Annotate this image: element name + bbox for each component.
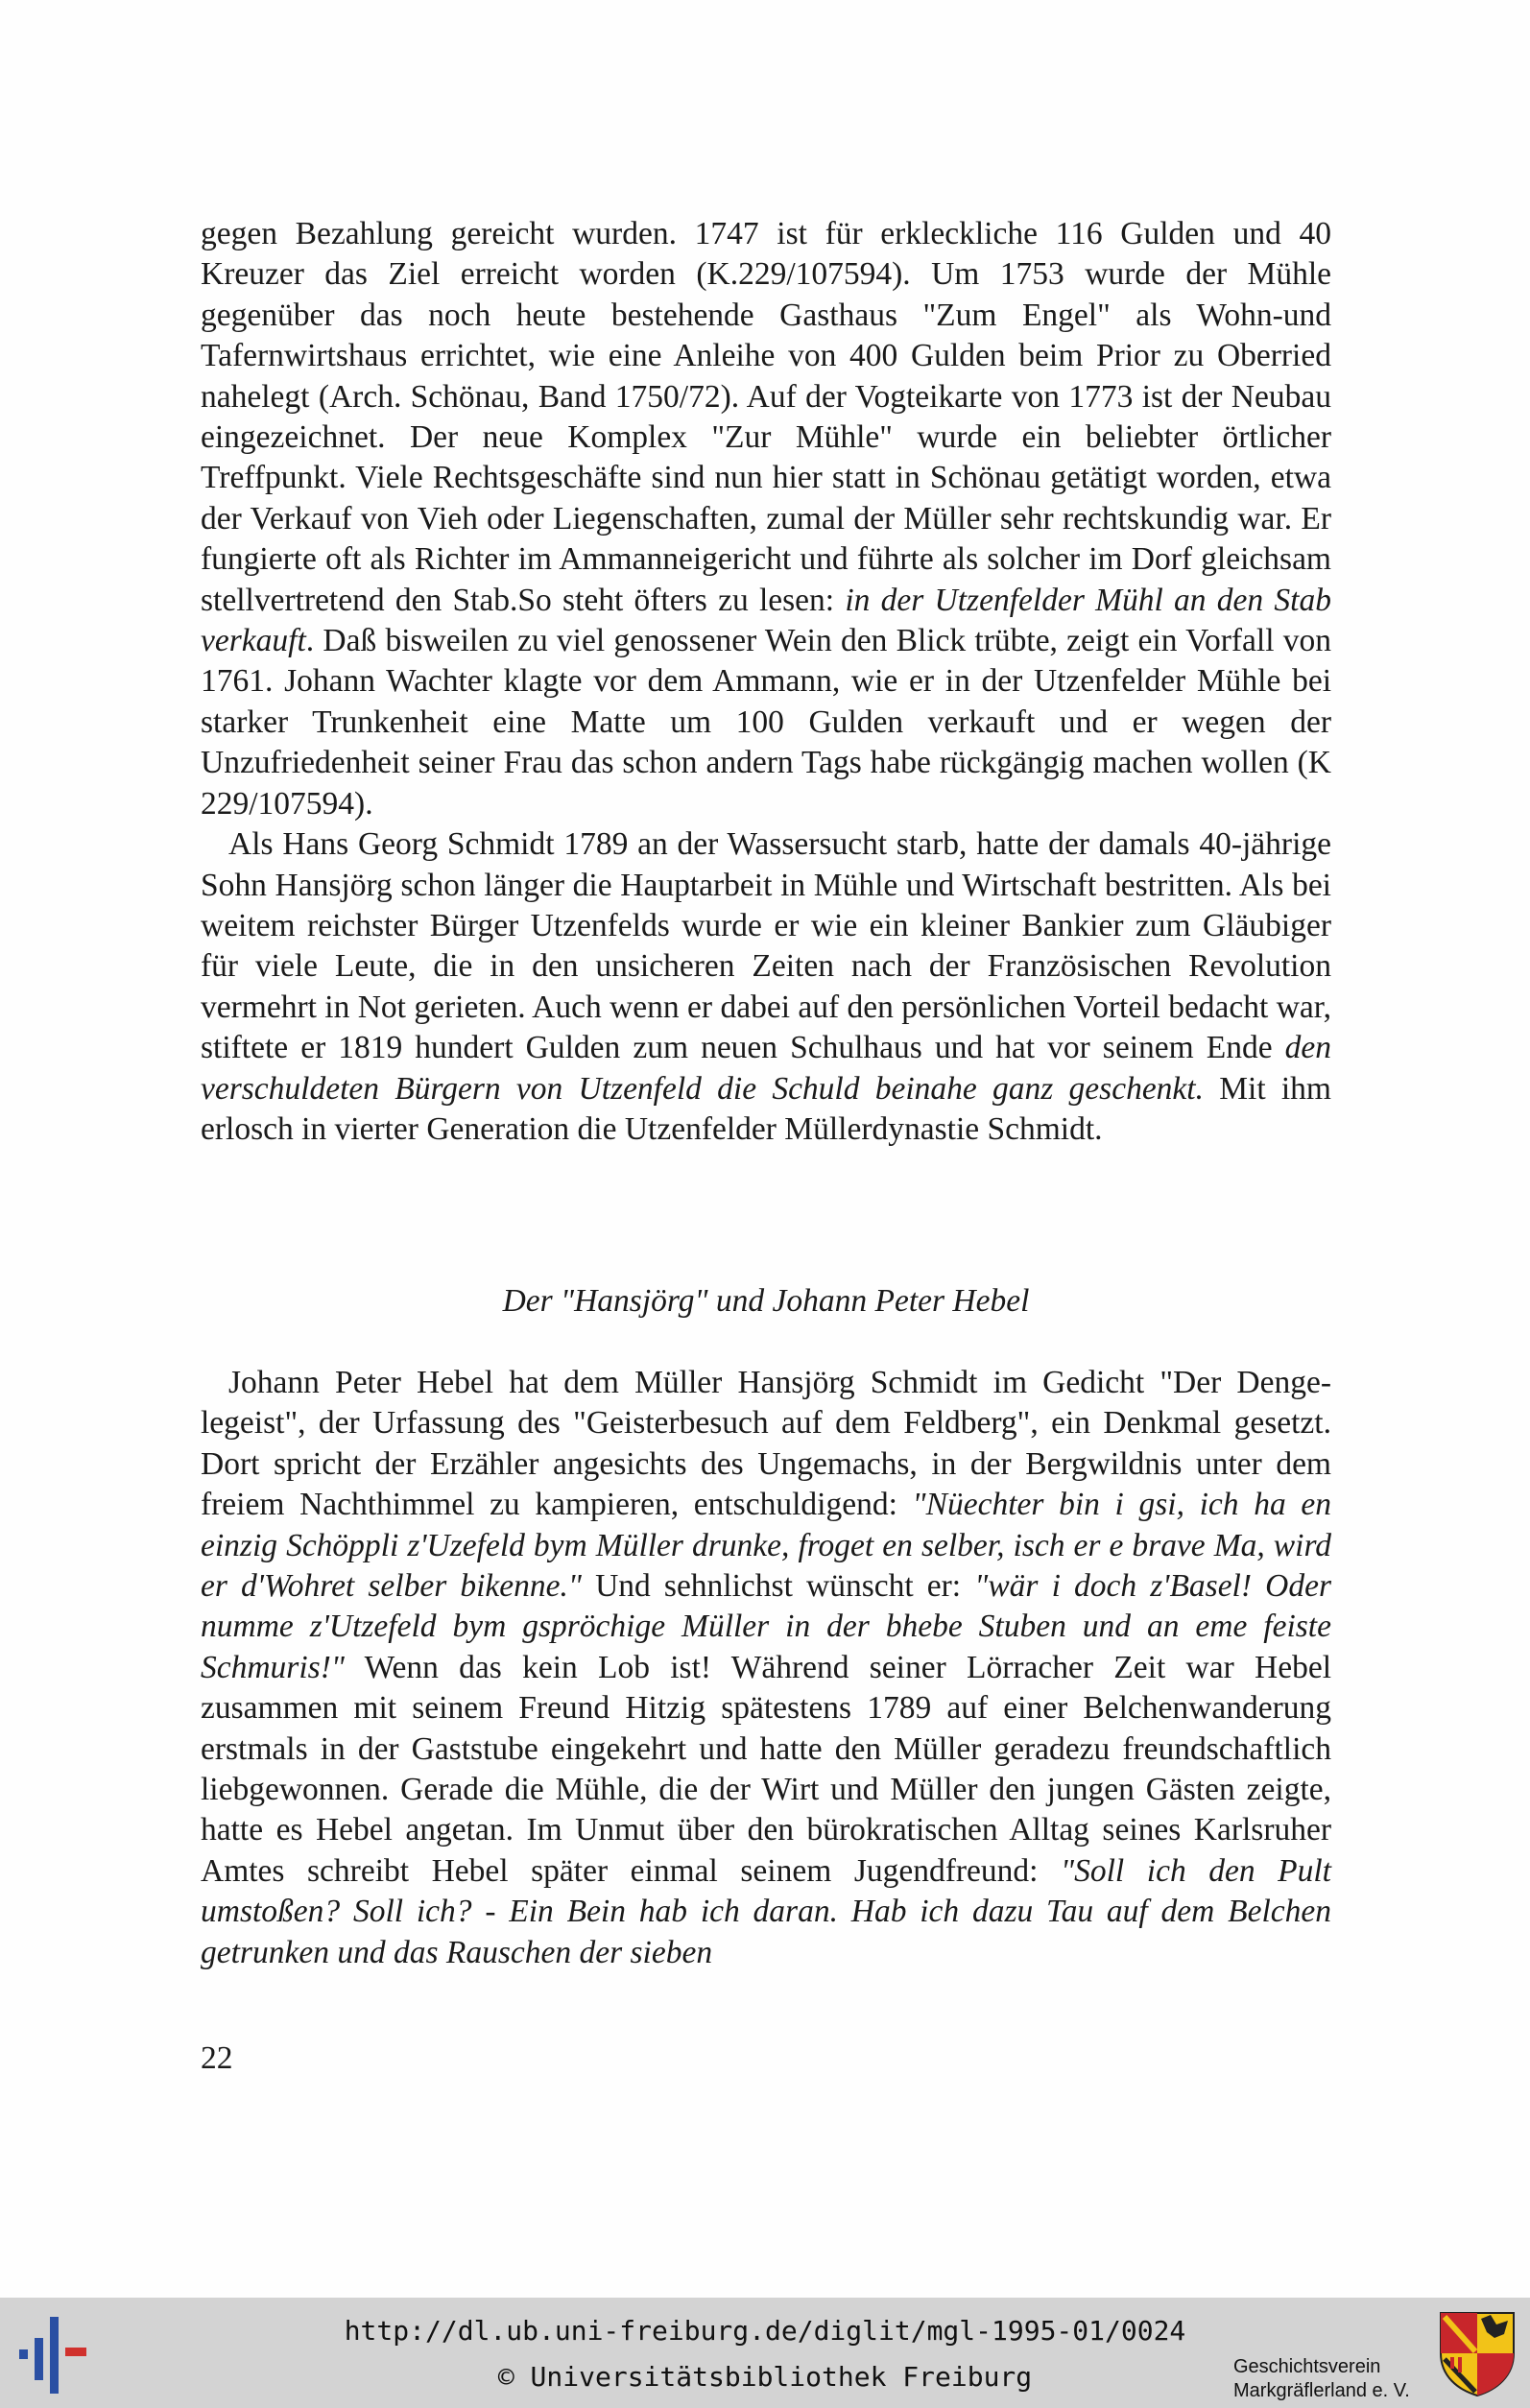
section-heading: Der "Hansjörg" und Johann Peter Hebel bbox=[502, 1283, 1030, 1319]
society-name bbox=[1233, 2355, 1435, 2403]
italic-quote: "Soll ich den Pult umstoßen? Soll ich? - Ein Bein hab ich daran. Hab ich dazu Tau auf dem Belchen getrunken und das Rauschen der sieben bbox=[201, 1852, 1331, 1970]
body-text-section-1 bbox=[201, 214, 1331, 1150]
coat-of-arms-icon bbox=[1437, 2309, 1518, 2397]
text-run: Und sehnlichst wünscht er: bbox=[581, 1568, 975, 1605]
text-run: Als Hans Georg Schmidt 1789 an der Wassersucht starb, hatte der damals 40-jährige Sohn Hansjörg schon länger die Hauptarbeit in Mühle und Wirtschaft bestritten. Als bei weitem reichster Bürger Utzenfelds wurde er wie ein kleiner Bankier zum Gläubiger für viele Leute, die in den unsicheren Zeiten nach der Französischen Revolution vermehrt in Not gerieten. Auch wenn er dabei auf den persönlichen Vorteil bedacht war, stiftete er 1819 hundert Gulden zum neuen Schulhaus und hat vor seinem Ende bbox=[201, 826, 1331, 1066]
society-name-line-2: Markgräflerland e. V. bbox=[1233, 2380, 1410, 2401]
italic-quote: "wär i doch z'Basel! Oder numme z'Utzefeld bym gspröchige Müller in der bhebe Stuben und an eme feiste Schmuris!" bbox=[201, 1568, 1331, 1685]
body-text-section-2 bbox=[201, 1363, 1331, 1973]
text-run: . Daß bisweilen zu viel genossener Wein den Blick trübte, zeigt ein Vorfall von 1761. Johann Wachter klagte vor dem Ammann, wie er in der Utzenfelder Mühle bei starker Trunkenheit eine Matte um 100 Gulden verkauft und er wegen der Unzufriedenheit seiner Frau das schon andern Tags habe rückgängig machen wollen (K 229/107594). bbox=[201, 623, 1331, 822]
copyright-notice: © Universitätsbibliothek Freiburg bbox=[497, 2361, 1033, 2393]
paragraph bbox=[201, 824, 1331, 1150]
text-run: Mit ihm erlosch in vierter Generation die Utzenfelder Müllerdynastie Schmidt. bbox=[201, 1070, 1331, 1147]
paragraph bbox=[201, 214, 1331, 824]
text-run: gegen Bezahlung gereicht wurden. 1747 ist für erkleckliche 116 Gulden und 40 Kreuzer das Ziel erreicht worden (K.229/107594). Um 1753 wurde der Mühle gegenüber das noch heute bestehende Gasthaus "Zum Engel" als Wohn-und Tafernwirtshaus errichtet, wie eine Anleihe von 400 Gulden beim Prior zu Oberried nahelegt (Arch. Schönau, Band 1750/72). Auf der Vogteikarte von 1773 ist der Neubau eingezeichnet. Der neue Komplex "Zur Mühle" wurde ein beliebter örtlicher Treffpunkt. Viele Rechtsgeschäfte sind nun hier statt in Schönau getätigt worden, etwa der Verkauf von Vieh oder Liegenschaften, zumal der Müller sehr rechtskundig war. Er fungierte oft als Richter im Ammanneigericht und führte als solcher im Dorf gleichsam stellvertretend den Stab.So steht öfters zu lesen: bbox=[201, 216, 1331, 618]
text-run: Wenn das kein Lob ist! Während seiner Lörracher Zeit war Hebel zusammen mit seinem Freund Hitzig spätestens 1789 auf einer Belchenwanderung erstmals in der Gaststube eingekehrt und hatte den Müller geradezu freundschaftlich liebgewonnen. Gerade die Mühle, die der Wirt und Müller den jungen Gästen zeigte, hatte es Hebel angetan. Im Unmut über den bürokratischen Alltag seines Karlsruher Amtes schreibt Hebel später einmal seinem Jugendfreund: bbox=[201, 1649, 1331, 1889]
page-number: 22 bbox=[201, 2040, 233, 2076]
italic-quote: in der Utzenfelder Mühl an den Stab verkauft bbox=[201, 582, 1331, 659]
text-run: Johann Peter Hebel hat dem Müller Hansjörg Schmidt im Gedicht "Der Dengelegeist", der Urfassung des "Geisterbesuch auf dem Feldberg", ein Denkmal gesetzt. Dort spricht der Erzähler angesichts des Ungemachs, in der Bergwildnis unter dem freiem Nachthimmel zu kampieren, entschuldigend: bbox=[201, 1365, 1331, 1523]
society-name-line-1: Geschichtsverein bbox=[1233, 2356, 1381, 2377]
source-url-link[interactable]: http://dl.ub.uni-freiburg.de/diglit/mgl-1995-01/0024 bbox=[344, 2315, 1186, 2347]
paragraph bbox=[201, 1363, 1331, 1973]
italic-quote: den verschuldeten Bürgern von Utzenfeld die Schuld beinahe ganz geschenkt. bbox=[201, 1030, 1331, 1107]
italic-quote: "Nüechter bin i gsi, ich ha en einzig Schöppli z'Uzefeld bym Müller drunke, froget en selber, isch er e brave Ma, wird er d'Wohret selber bikenne." bbox=[201, 1487, 1331, 1605]
footer-bar bbox=[0, 2298, 1530, 2408]
